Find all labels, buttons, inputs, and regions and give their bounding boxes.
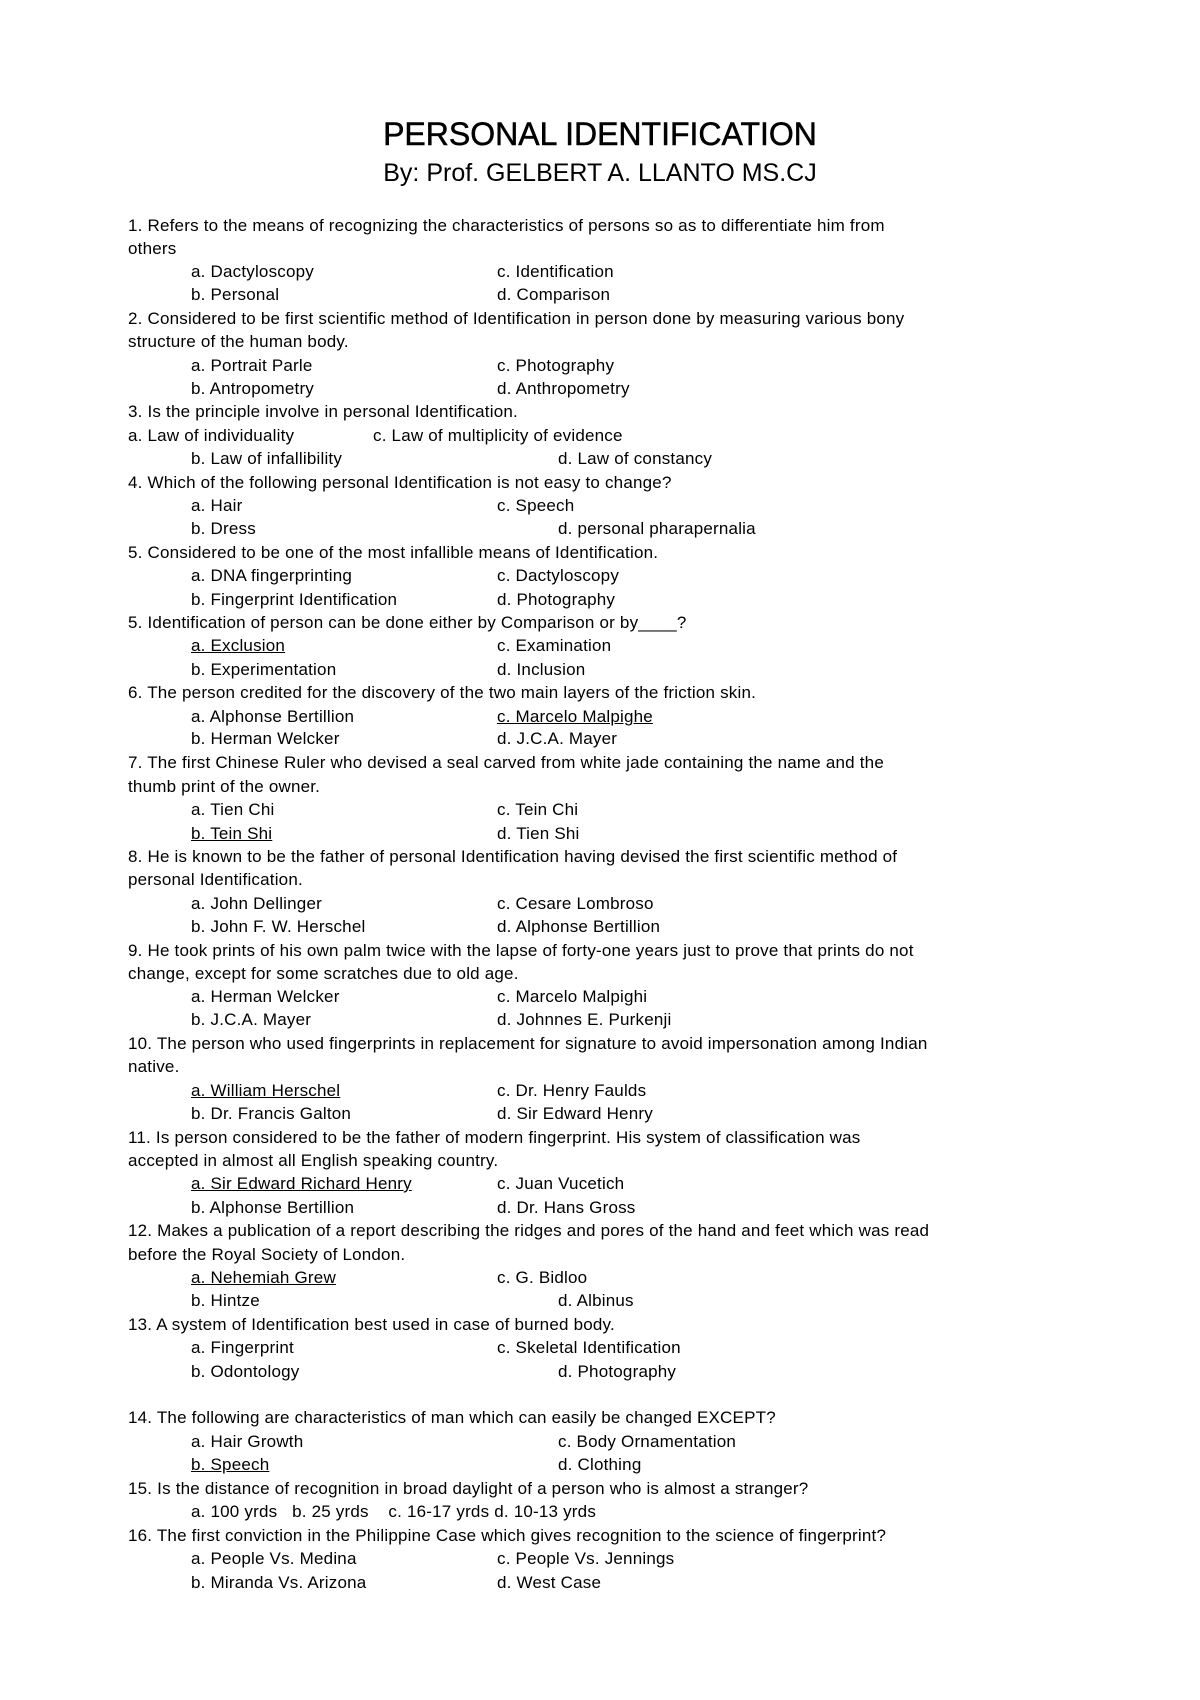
choice: d. Anthropometry	[497, 379, 630, 398]
question-text: accepted in almost all English speaking country.	[128, 1151, 499, 1170]
choice: d. Albinus	[558, 1291, 634, 1310]
choice: d. West Case	[497, 1573, 602, 1592]
answer-choice: a. Exclusion	[191, 636, 286, 655]
question-text: 4. Which of the following personal Identification is not easy to change?	[128, 473, 672, 492]
choice: b. Odontology	[191, 1362, 300, 1381]
question-text: thumb print of the owner.	[128, 777, 321, 796]
choice: d. Inclusion	[497, 660, 586, 679]
choice: c. Juan Vucetich	[497, 1174, 625, 1193]
choice: c. Tein Chi	[497, 800, 579, 819]
choice: a. DNA fingerprinting	[191, 566, 353, 585]
question-text: personal Identification.	[128, 870, 303, 889]
choice: a. Hair Growth	[191, 1432, 304, 1451]
choice: a. Herman Welcker	[191, 987, 340, 1006]
question-text: 11. Is person considered to be the father of modern fingerprint. His system of classification was	[128, 1128, 861, 1147]
choice: c. Photography	[497, 356, 615, 375]
question-text: 16. The first conviction in the Philippine Case which gives recognition to the science of fingerprint?	[128, 1526, 887, 1545]
question-text: 8. He is known to be the father of personal Identification having devised the first scientific method of	[128, 847, 898, 866]
choice: a. Law of individuality	[128, 426, 295, 445]
choice: c. Dr. Henry Faulds	[497, 1081, 647, 1100]
choice: d. Johnnes E. Purkenji	[497, 1010, 672, 1029]
choice: c. Identification	[497, 262, 614, 281]
question-text: 3. Is the principle involve in personal Identification.	[128, 402, 518, 421]
choice: c. Skeletal Identification	[497, 1338, 681, 1357]
choice: b. Miranda Vs. Arizona	[191, 1573, 367, 1592]
choice: a. People Vs. Medina	[191, 1549, 357, 1568]
document-author: By: Prof. GELBERT A. LLANTO MS.CJ	[383, 159, 817, 187]
choice: c. Law of multiplicity of evidence	[373, 426, 623, 445]
choice: a. Hair	[191, 496, 243, 515]
choice: d. Photography	[497, 590, 616, 609]
choice: c. Body Ornamentation	[558, 1432, 737, 1451]
question-text: native.	[128, 1057, 180, 1076]
choice: b. John F. W. Herschel	[191, 917, 366, 936]
choice: d. Photography	[558, 1362, 677, 1381]
choice: d. Sir Edward Henry	[497, 1104, 653, 1123]
choice: d. J.C.A. Mayer	[497, 729, 618, 748]
choice: b. Dress	[191, 519, 256, 538]
choice: b. J.C.A. Mayer	[191, 1010, 312, 1029]
choice: c. People Vs. Jennings	[497, 1549, 675, 1568]
choice: d. Law of constancy	[558, 449, 713, 468]
question-text: 2. Considered to be first scientific method of Identification in person done by measuring various bony	[128, 309, 905, 328]
choice: c. G. Bidloo	[497, 1268, 588, 1287]
choice: d. Tien Shi	[497, 824, 580, 843]
choice: c. Dactyloscopy	[497, 566, 620, 585]
choice: d. Dr. Hans Gross	[497, 1198, 636, 1217]
question-text: 6. The person credited for the discovery of the two main layers of the friction skin.	[128, 683, 757, 702]
choice: c. Marcelo Malpighi	[497, 987, 648, 1006]
choice: b. Fingerprint Identification	[191, 590, 398, 609]
question-text: 10. The person who used fingerprints in replacement for signature to avoid impersonation among Indian	[128, 1034, 928, 1053]
document-title: PERSONAL IDENTIFICATION	[383, 116, 817, 152]
answer-choice: a. Sir Edward Richard Henry	[191, 1174, 412, 1193]
choice: a. Alphonse Bertillion	[191, 707, 355, 726]
choice: a. Fingerprint	[191, 1338, 294, 1357]
choice: b. Alphonse Bertillion	[191, 1198, 355, 1217]
choice: b. Experimentation	[191, 660, 337, 679]
question-text: others	[128, 239, 177, 258]
choice: c. Cesare Lombroso	[497, 894, 654, 913]
choice: c. Speech	[497, 496, 575, 515]
question-text: 15. Is the distance of recognition in broad daylight of a person who is almost a stranger?	[128, 1479, 809, 1498]
question-text: 13. A system of Identification best used in case of burned body.	[128, 1315, 615, 1334]
choice: b. Antropometry	[191, 379, 315, 398]
answer-choice: a. Nehemiah Grew	[191, 1268, 336, 1287]
answer-choice: a. William Herschel	[191, 1081, 341, 1100]
question-text: change, except for some scratches due to old age.	[128, 964, 519, 983]
answer-choice: b. Speech	[191, 1455, 270, 1474]
question-text: 7. The first Chinese Ruler who devised a seal carved from white jade containing the name and the	[128, 753, 884, 772]
question-text: 9. He took prints of his own palm twice with the lapse of forty-one years just to prove that prints do not	[128, 941, 914, 960]
choice: a. Tien Chi	[191, 800, 275, 819]
choice: b. Hintze	[191, 1291, 260, 1310]
choice: d. Alphonse Bertillion	[497, 917, 661, 936]
choice: a. 100 yrds b. 25 yrds c. 16-17 yrds d. 10-13 yrds	[191, 1502, 597, 1521]
answer-choice: c. Marcelo Malpighe	[497, 707, 653, 726]
question-text: 14. The following are characteristics of man which can easily be changed EXCEPT?	[128, 1408, 776, 1427]
choice: a. Portrait Parle	[191, 356, 313, 375]
question-text: structure of the human body.	[128, 332, 349, 351]
question-text: 5. Considered to be one of the most infallible means of Identification.	[128, 543, 659, 562]
choice: a. Dactyloscopy	[191, 262, 314, 281]
question-text: 1. Refers to the means of recognizing the characteristics of persons so as to differentiate him from	[128, 216, 885, 235]
question-text: 5. Identification of person can be done either by Comparison or by____?	[128, 613, 687, 632]
choice: b. Herman Welcker	[191, 729, 340, 748]
choice: b. Dr. Francis Galton	[191, 1104, 352, 1123]
answer-choice: b. Tein Shi	[191, 824, 273, 843]
question-text: 12. Makes a publication of a report describing the ridges and pores of the hand and feet which was read	[128, 1221, 930, 1240]
choice: d. Comparison	[497, 285, 611, 304]
choice: c. Examination	[497, 636, 612, 655]
choice: d. personal pharapernalia	[558, 519, 756, 538]
question-text: before the Royal Society of London.	[128, 1245, 406, 1264]
choice: b. Law of infallibility	[191, 449, 343, 468]
choice: a. John Dellinger	[191, 894, 322, 913]
choice: b. Personal	[191, 285, 280, 304]
choice: d. Clothing	[558, 1455, 642, 1474]
